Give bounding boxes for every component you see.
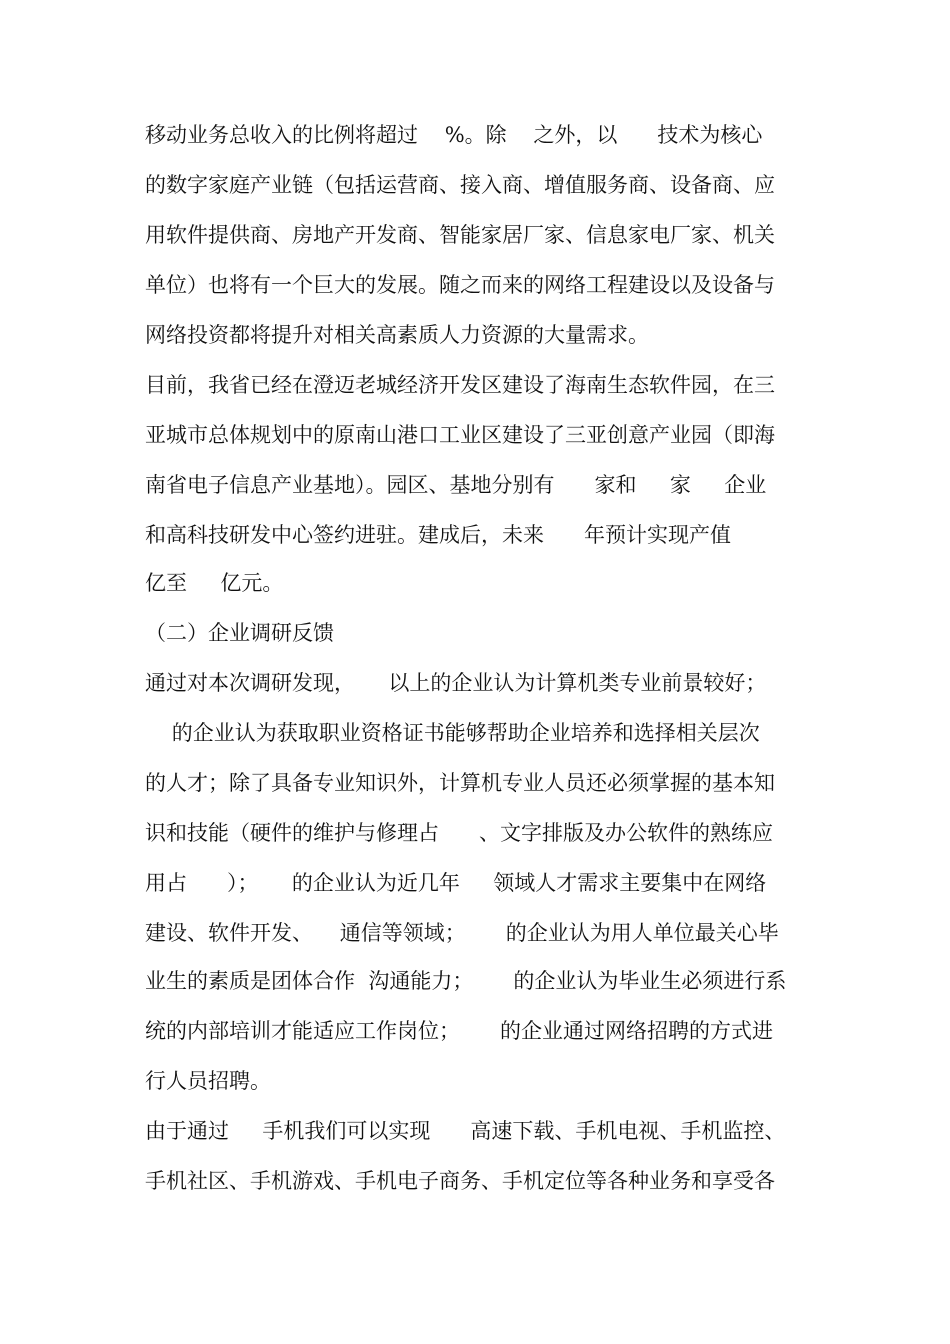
- text-line: 的数字家庭产业链（包括运营商、接入商、增值服务商、设备商、应: [145, 173, 775, 197]
- text-line: 的企业认为获取职业资格证书能够帮助企业培养和选择相关层次: [145, 721, 760, 745]
- text-line: 移动业务总收入的比例将超过 %。除 之外，以 技术为核心: [145, 123, 763, 147]
- text-line: 亚城市总体规划中的原南山港口工业区建设了三亚创意产业园（即海: [145, 423, 775, 447]
- text-line: 单位）也将有一个巨大的发展。随之而来的网络工程建设以及设备与: [145, 273, 775, 297]
- text-line: 和高科技研发中心签约进驻。建成后，未来 年预计实现产值: [145, 523, 732, 547]
- text-line: 由于通过 手机我们可以实现 高速下载、手机电视、手机监控、: [145, 1119, 786, 1143]
- text-line: 手机社区、手机游戏、手机电子商务、手机定位等各种业务和享受各: [145, 1169, 775, 1193]
- text-line: 亿至 亿元。: [145, 571, 284, 595]
- text-line: 目前，我省已经在澄迈老城经济开发区建设了海南生态软件园，在三: [145, 373, 775, 397]
- text-line: 用占 ）； 的企业认为近几年 领域人才需求主要集中在网络: [145, 871, 767, 895]
- section-heading: （二）企业调研反馈: [145, 621, 334, 645]
- text-line: 用软件提供商、房地产开发商、智能家居厂家、信息家电厂家、机关: [145, 223, 775, 247]
- text-line: 统的内部培训才能适应工作岗位； 的企业通过网络招聘的方式进: [145, 1019, 774, 1043]
- text-line: 行人员招聘。: [145, 1069, 271, 1093]
- text-line: 网络投资都将提升对相关高素质人力资源的大量需求。: [145, 323, 649, 347]
- text-line: 南省电子信息产业基地）。园区、基地分别有 家和 家 企业: [145, 473, 767, 497]
- text-line: 的人才；除了具备专业知识外，计算机专业人员还必须掌握的基本知: [145, 771, 775, 795]
- text-line: 建设、软件开发、 通信等领域； 的企业认为用人单位最关心毕: [145, 921, 779, 945]
- text-line: 业生的素质是团体合作 沟通能力； 的企业认为毕业生必须进行系: [145, 969, 787, 993]
- text-line: 通过对本次调研发现， 以上的企业认为计算机类专业前景较好；: [145, 671, 767, 695]
- text-line: 识和技能（硬件的维护与修理占 、文字排版及办公软件的熟练应: [145, 821, 774, 845]
